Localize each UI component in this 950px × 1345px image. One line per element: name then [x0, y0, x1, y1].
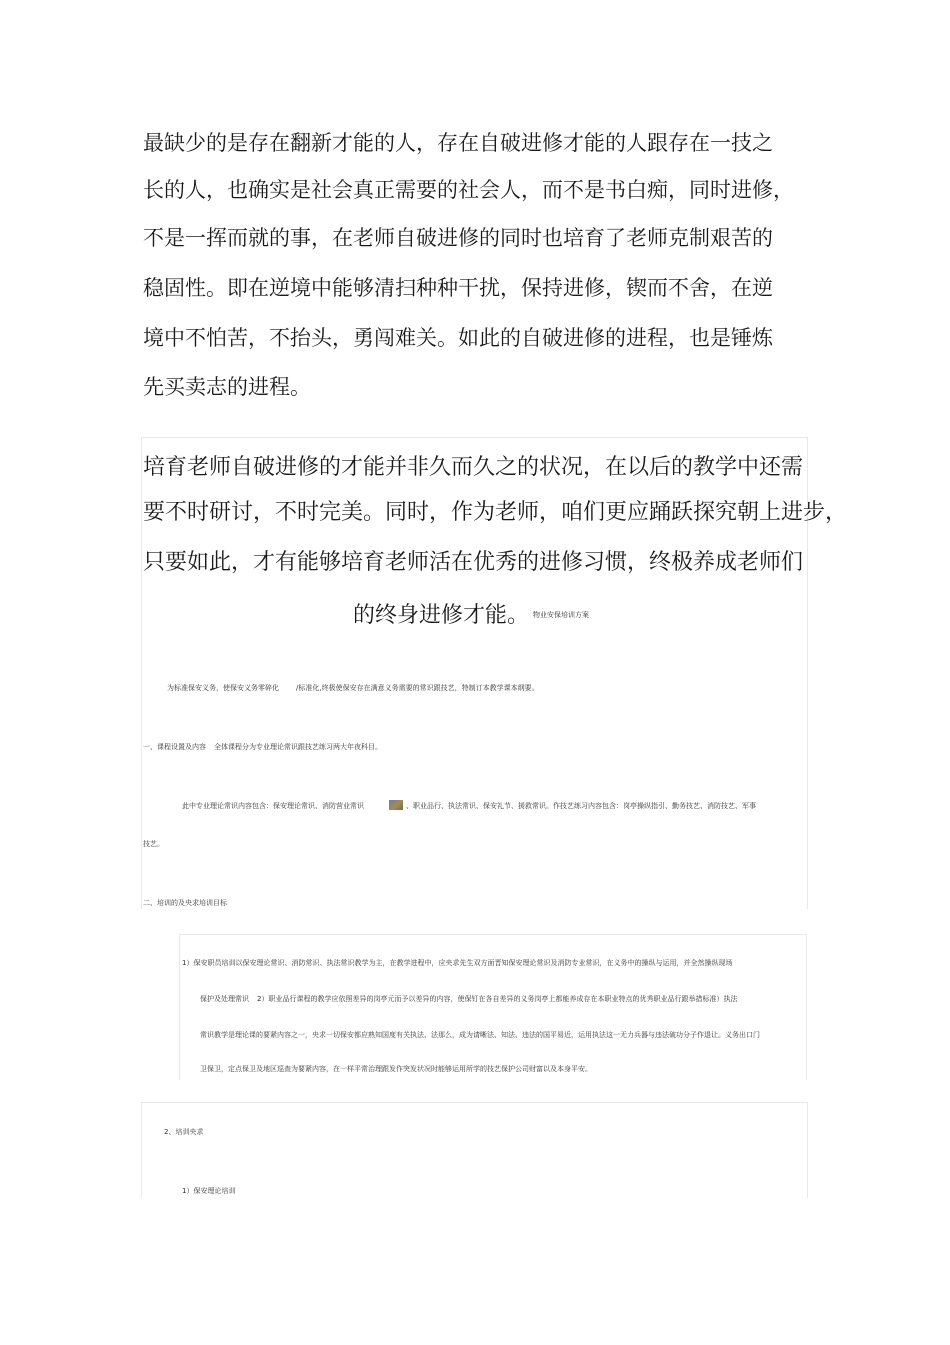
section3-item1: 1）保安理论培训	[182, 1187, 236, 1195]
plan-title: 物业安保培训方案	[533, 611, 589, 619]
section1-detail-b: 、职业品行、执法常识、保安礼节、援救常识。作技艺练习内容包含：岗亭操纵指引、勤务技艺、消防技艺、军事	[406, 802, 756, 810]
section2-item2-c: 卫保卫，定点保卫及地区巡查为要紧内容，在一样平常治理跟发作突发状况时能够运用所学的技艺保护公司财富以及本身平安。	[200, 1065, 592, 1073]
plan-purpose-part1: 为标准保安义务，使保安义务零碎化	[167, 684, 279, 692]
inline-thumbnail-image	[389, 800, 403, 810]
second-line-1: 培育老师自破进修的才能并非久而久之的状况，在以后的教学中还需	[143, 455, 804, 480]
second-line-3: 只要如此，才有能够培育老师活在优秀的进修习惯，终极养成老师们	[143, 550, 804, 575]
section1-detail-c: 技艺。	[143, 840, 164, 848]
intro-line-3: 不是一挥而就的事，在老师自破进修的同时也培育了老师克制艰苦的	[143, 226, 773, 250]
intro-line-4: 稳固性。即在逆境中能够清扫种种干扰，保持进修，锲而不舍，在逆	[143, 276, 773, 300]
section2-item1-a: 1）保安职员培训以保安理论常识、消防常识、执法常识教学为主，在教学进程中，应央求先生双方面晋知保安理论常识及消防专业常识，在义务中的操纵与运用，并全然操纵现场	[182, 959, 733, 967]
section2-item1-b: 保护及处理常识	[200, 995, 249, 1003]
section1-heading: 一、课程设置及内容	[143, 743, 206, 751]
content-frame-2	[179, 934, 807, 1080]
intro-line-2: 长的人，也确实是社会真正需要的社会人，而不是书白痴，同时进修，	[143, 178, 794, 202]
content-frame-3	[141, 1102, 808, 1198]
section2-item2-b: 常识教学是理论课的要紧内容之一，央求一切保安都应熟知国度有关执法、法那么，成为请晰法、知法、违法的国平易近，运用执法这一无力兵器与违法破功分子作退让。义务出口门	[200, 1031, 760, 1039]
second-line-2: 要不时研讨，不时完美。同时，作为老师，咱们更应踊跃探究朝上进步，	[143, 500, 848, 525]
section1-detail-a: 此中专业理论常识内容包含：保安理论常识、消防营业常识	[182, 802, 364, 810]
second-line-4: 的终身进修才能。	[353, 603, 530, 628]
section1-summary: 全体课程分为专业理论常识跟技艺练习两大年夜科目。	[214, 743, 382, 751]
intro-line-5: 境中不怕苦，不抬头，勇闯难关。如此的自破进修的进程，也是锤炼	[143, 326, 773, 350]
intro-line-1: 最缺少的是存在翻新才能的人，存在自破进修才能的人跟存在一技之	[143, 131, 773, 155]
section2-item2-a: 2）职业品行课程的教学应依照差异的岗亭元而予以差异的内容，使保钉在各自差异的义务岗亭上都能养成存在本职业特点的优秀职业品行跟举措标准）执法	[257, 995, 738, 1003]
section3-heading: 2、培训央求	[164, 1128, 204, 1136]
section2-heading: 二、培训的及央求培训目标	[143, 899, 227, 907]
intro-line-6: 先买卖志的进程。	[143, 375, 311, 399]
plan-purpose-part2: /标准化,终极使保安存在满意义务需要的常识跟技艺，特制订本教学课本纲要。	[296, 684, 539, 692]
